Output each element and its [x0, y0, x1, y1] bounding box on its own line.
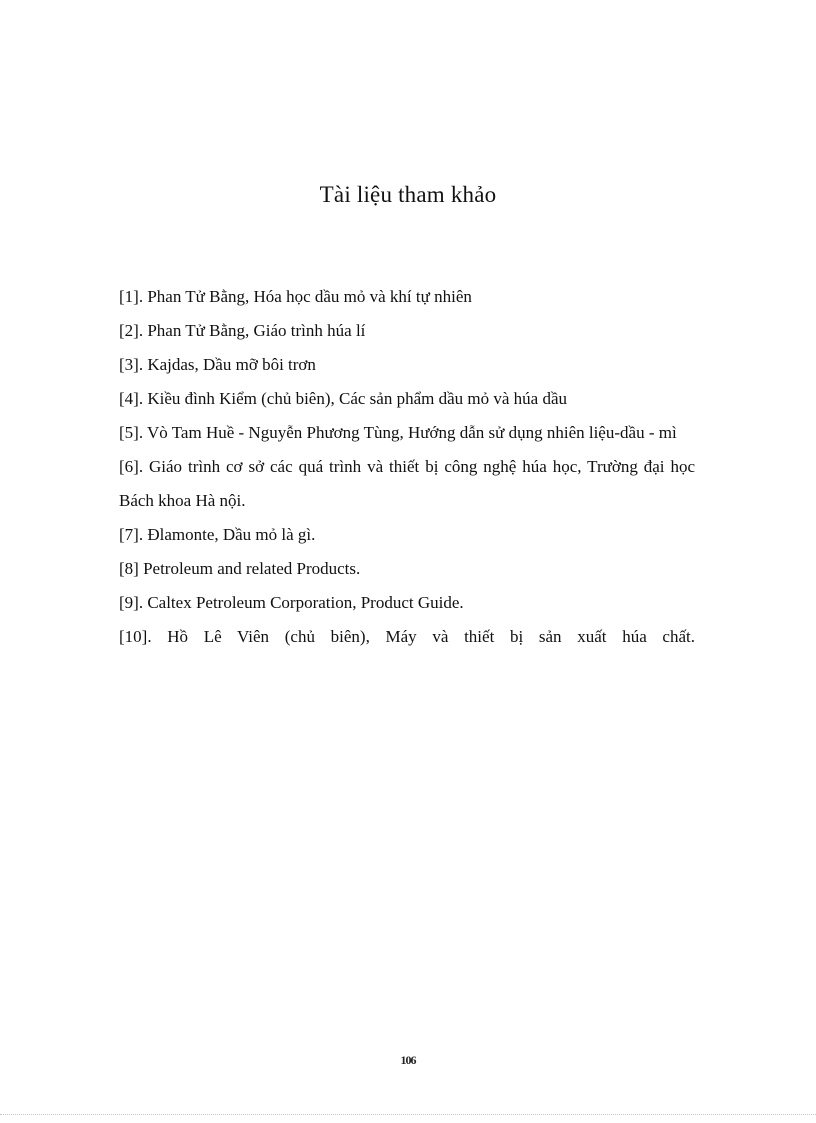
reference-item: [2]. Phan Tử Bằng, Giáo trình húa lí: [119, 321, 366, 340]
page-number: 106: [400, 1053, 416, 1067]
reference-item: [5]. Vò Tam Huề - Nguyễn Phương Tùng, Hướng dẫn sử dụng nhiên liệu-dầu - mì: [119, 423, 677, 442]
reference-item: [10]. Hồ Lê Viên (chủ biên), Máy và thiết bị sản xuất húa chất.: [119, 627, 695, 646]
reference-item: [9]. Caltex Petroleum Corporation, Product Guide.: [119, 593, 464, 612]
reference-item: [8] Petroleum and related Products.: [119, 559, 361, 578]
reference-item: [1]. Phan Tử Bằng, Hóa học dầu mỏ và khí tự nhiên: [119, 287, 472, 306]
reference-item: [4]. Kiều đình Kiểm (chủ biên), Các sản phẩm dầu mỏ và húa dầu: [119, 389, 568, 408]
page-bottom-divider: [0, 1114, 816, 1115]
reference-list: [119, 280, 695, 654]
reference-item: [6]. Giáo trình cơ sở các quá trình và thiết bị công nghệ húa học, Trường đại học Bách khoa Hà nội.: [119, 457, 695, 510]
reference-item: [3]. Kajdas, Dầu mỡ bôi trơn: [119, 355, 316, 374]
page-title: Tài liệu tham khảo: [319, 182, 497, 207]
reference-item: [7]. Đlamonte, Dầu mỏ là gì.: [119, 525, 316, 544]
